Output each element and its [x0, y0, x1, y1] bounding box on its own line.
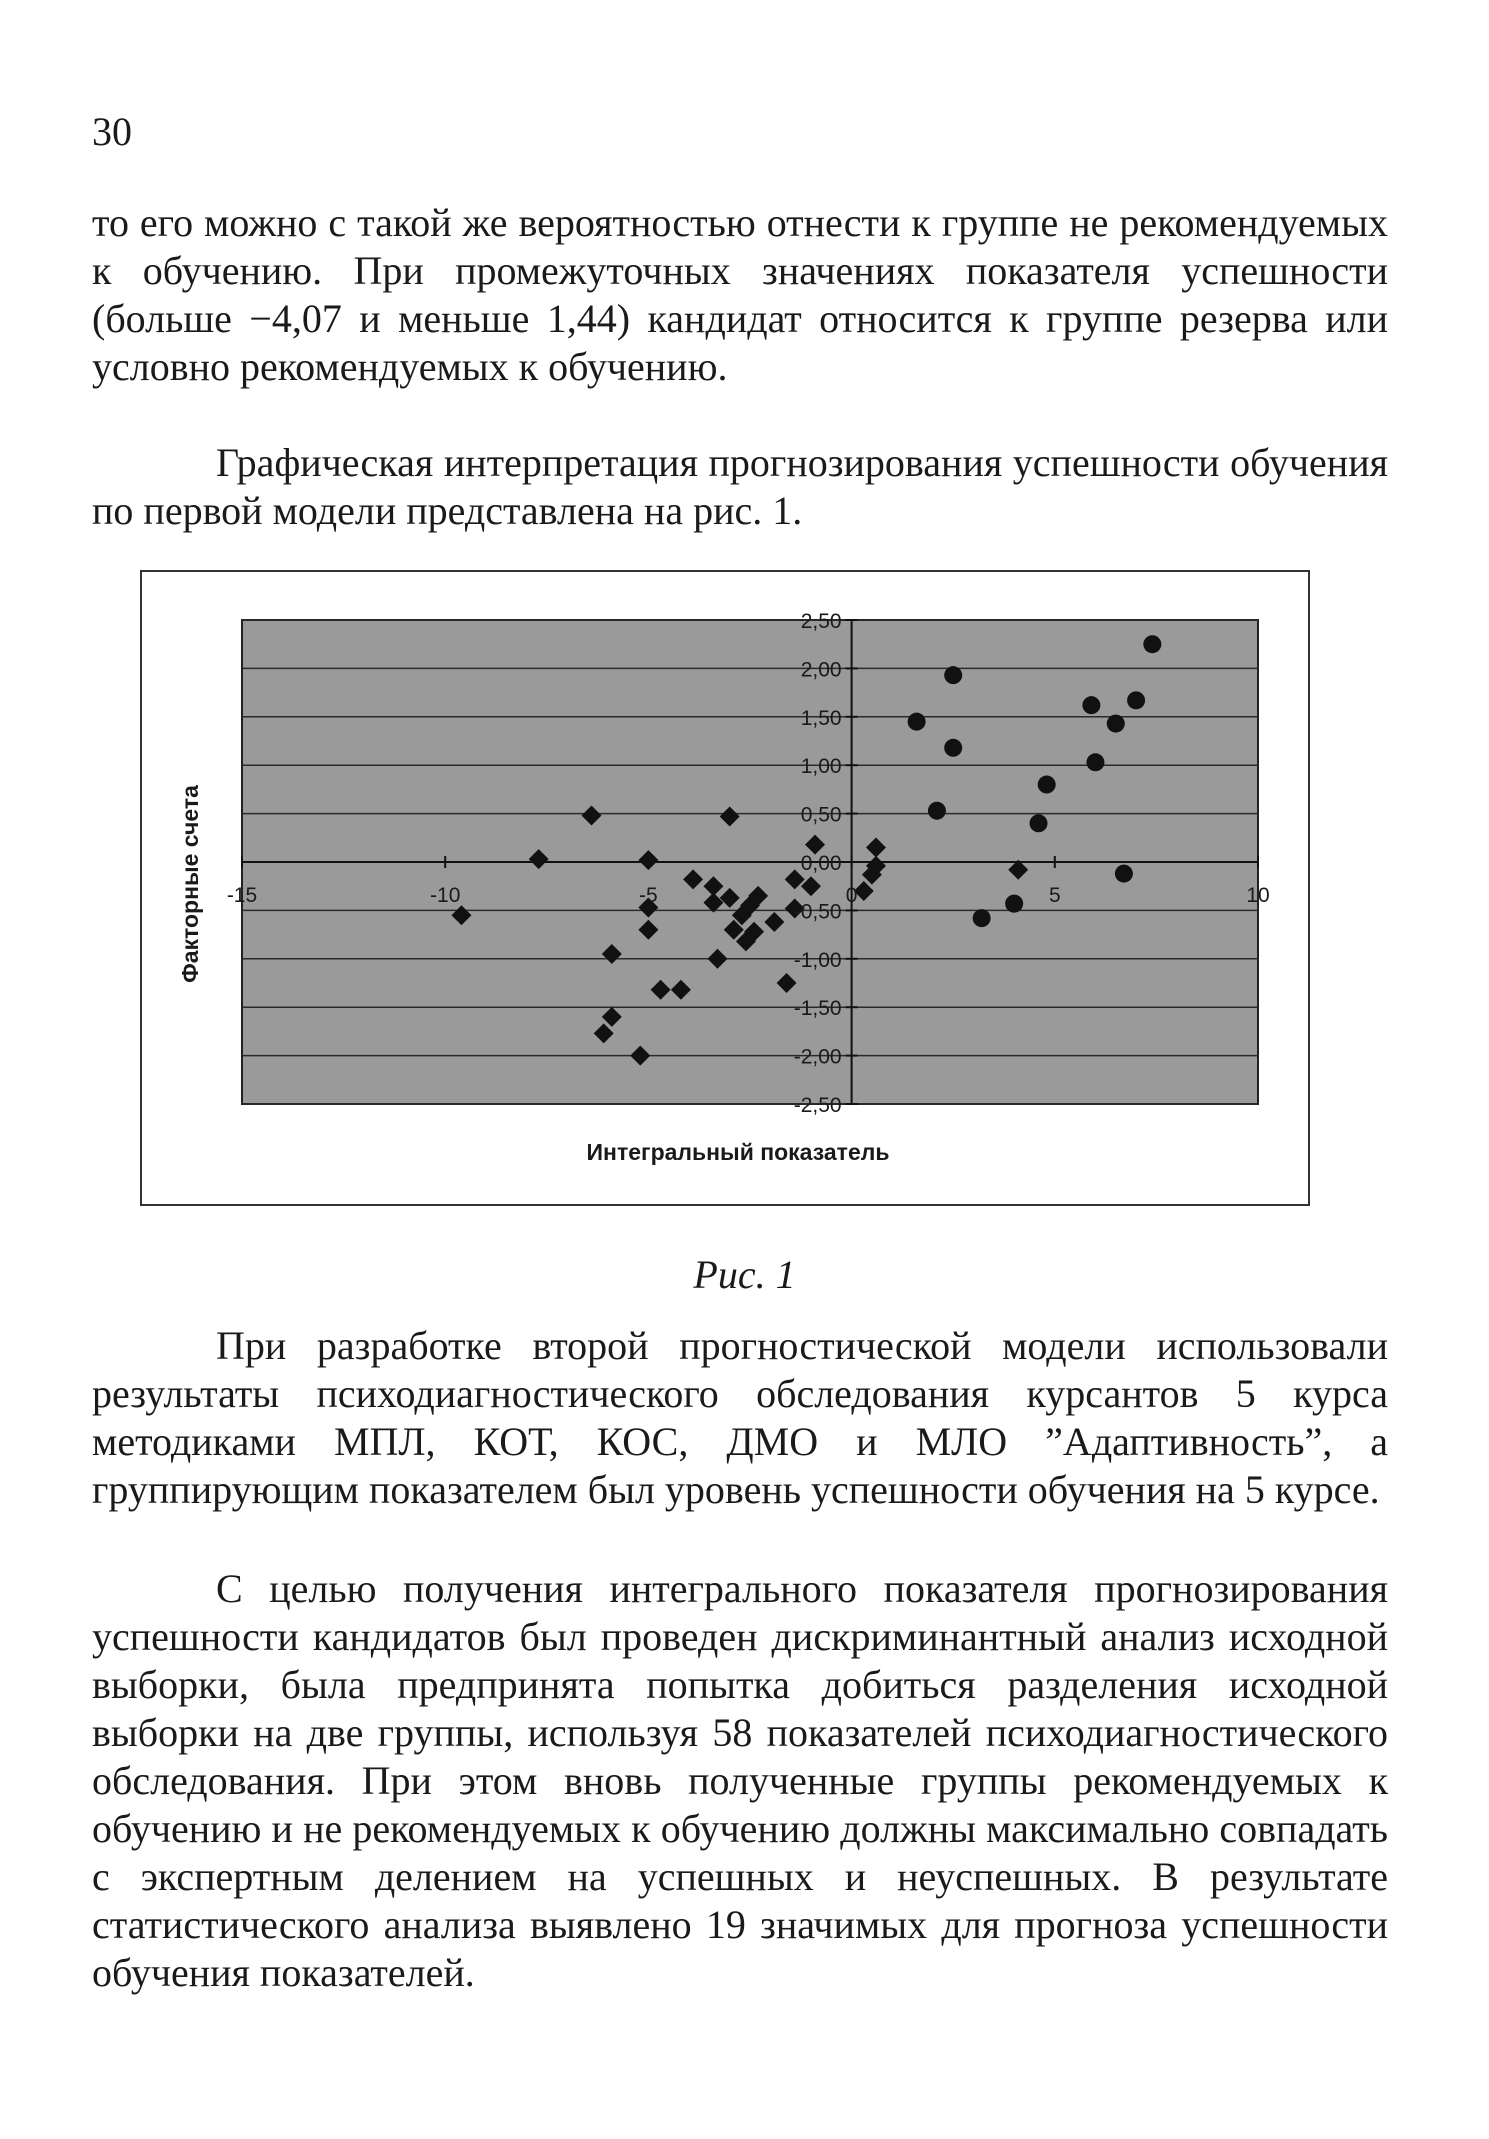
data-point-circle-12 — [1127, 691, 1145, 709]
data-point-circle-8 — [1082, 696, 1100, 714]
y-tick-label-7: -1,00 — [793, 948, 842, 972]
data-point-circle-11 — [1115, 865, 1133, 883]
data-point-circle-13 — [1143, 635, 1161, 653]
x-tick-label-0: -15 — [226, 884, 258, 907]
x-tick-label-2: -5 — [639, 884, 658, 907]
data-point-circle-6 — [1030, 814, 1048, 832]
x-tick-label-5: 10 — [1246, 884, 1270, 907]
y-tick-label-3: 1,00 — [800, 755, 842, 779]
paragraph-1: то его можно с такой же вероятностью отнести к группе не рекомендуемых к обучению. При промежуточных значениях показателя успешности (больше −4,07 и меньше 1,44) кандидат относится к группе резерва или условно рекомендуемых к обучению. — [92, 200, 1388, 389]
page-number: 30 — [92, 109, 132, 154]
x-axis-label: Интегральный показатель — [586, 1139, 890, 1165]
y-tick-label-8: -1,50 — [793, 997, 842, 1021]
x-tick-label-3: 0 — [845, 884, 858, 907]
data-point-circle-3 — [944, 739, 962, 757]
x-tick-label-1: -10 — [430, 884, 461, 907]
data-point-circle-0 — [908, 713, 926, 731]
y-axis-label: Факторные счета — [177, 785, 203, 983]
data-point-circle-9 — [1086, 753, 1104, 771]
y-tick-label-0: 2,50 — [800, 610, 842, 633]
y-tick-label-1: 2,00 — [800, 658, 842, 682]
y-tick-label-6: -0,50 — [793, 900, 842, 924]
y-tick-label-5: 0,00 — [800, 852, 842, 875]
data-point-circle-10 — [1107, 715, 1125, 733]
figure-caption: Рис. 1 — [693, 1252, 796, 1297]
y-tick-label-9: -2,00 — [793, 1045, 842, 1069]
y-tick-label-4: 0,50 — [800, 803, 842, 827]
data-point-circle-1 — [928, 802, 946, 820]
x-tick-label-4: 5 — [1048, 884, 1061, 907]
figure-frame — [140, 570, 1310, 1206]
paragraph-3: При разработке второй прогностической модели использовали результаты психодиагностического обследования курсантов 5 курса методиками МПЛ, КОТ, КОС, ДМО и МЛО ”Адаптивность”, а группирующим показателем был уровень успешности обучения на 5 курсе. — [92, 1323, 1388, 1512]
data-point-circle-5 — [1005, 895, 1023, 913]
paragraph-2: Графическая интерпретация прогнозирования успешности обучения по первой модели представлена на рис. 1. — [92, 440, 1388, 533]
paragraph-4: С целью получения интегрального показателя прогнозирования успешности кандидатов был проведен дискриминантный анализ исходной выборки, была предпринята попытка добиться разделения исходной выборки на две группы, используя 58 показателей психодиагностического обследования. При этом вновь полученные группы рекомендуемых к обучению и не рекомендуемых к обучению должны максимально совпадать с экспертным делением на успешных и неуспешных. В результате статистического анализа выявлено 19 значимых для прогноза успешности обучения показателей. — [92, 1566, 1388, 1995]
scatter-chart — [142, 572, 1308, 1204]
data-point-circle-7 — [1038, 776, 1056, 794]
y-tick-label-2: 1,50 — [800, 706, 842, 730]
data-point-circle-4 — [973, 909, 991, 927]
data-point-circle-2 — [944, 666, 962, 684]
y-tick-label-10: -2,50 — [793, 1094, 842, 1117]
